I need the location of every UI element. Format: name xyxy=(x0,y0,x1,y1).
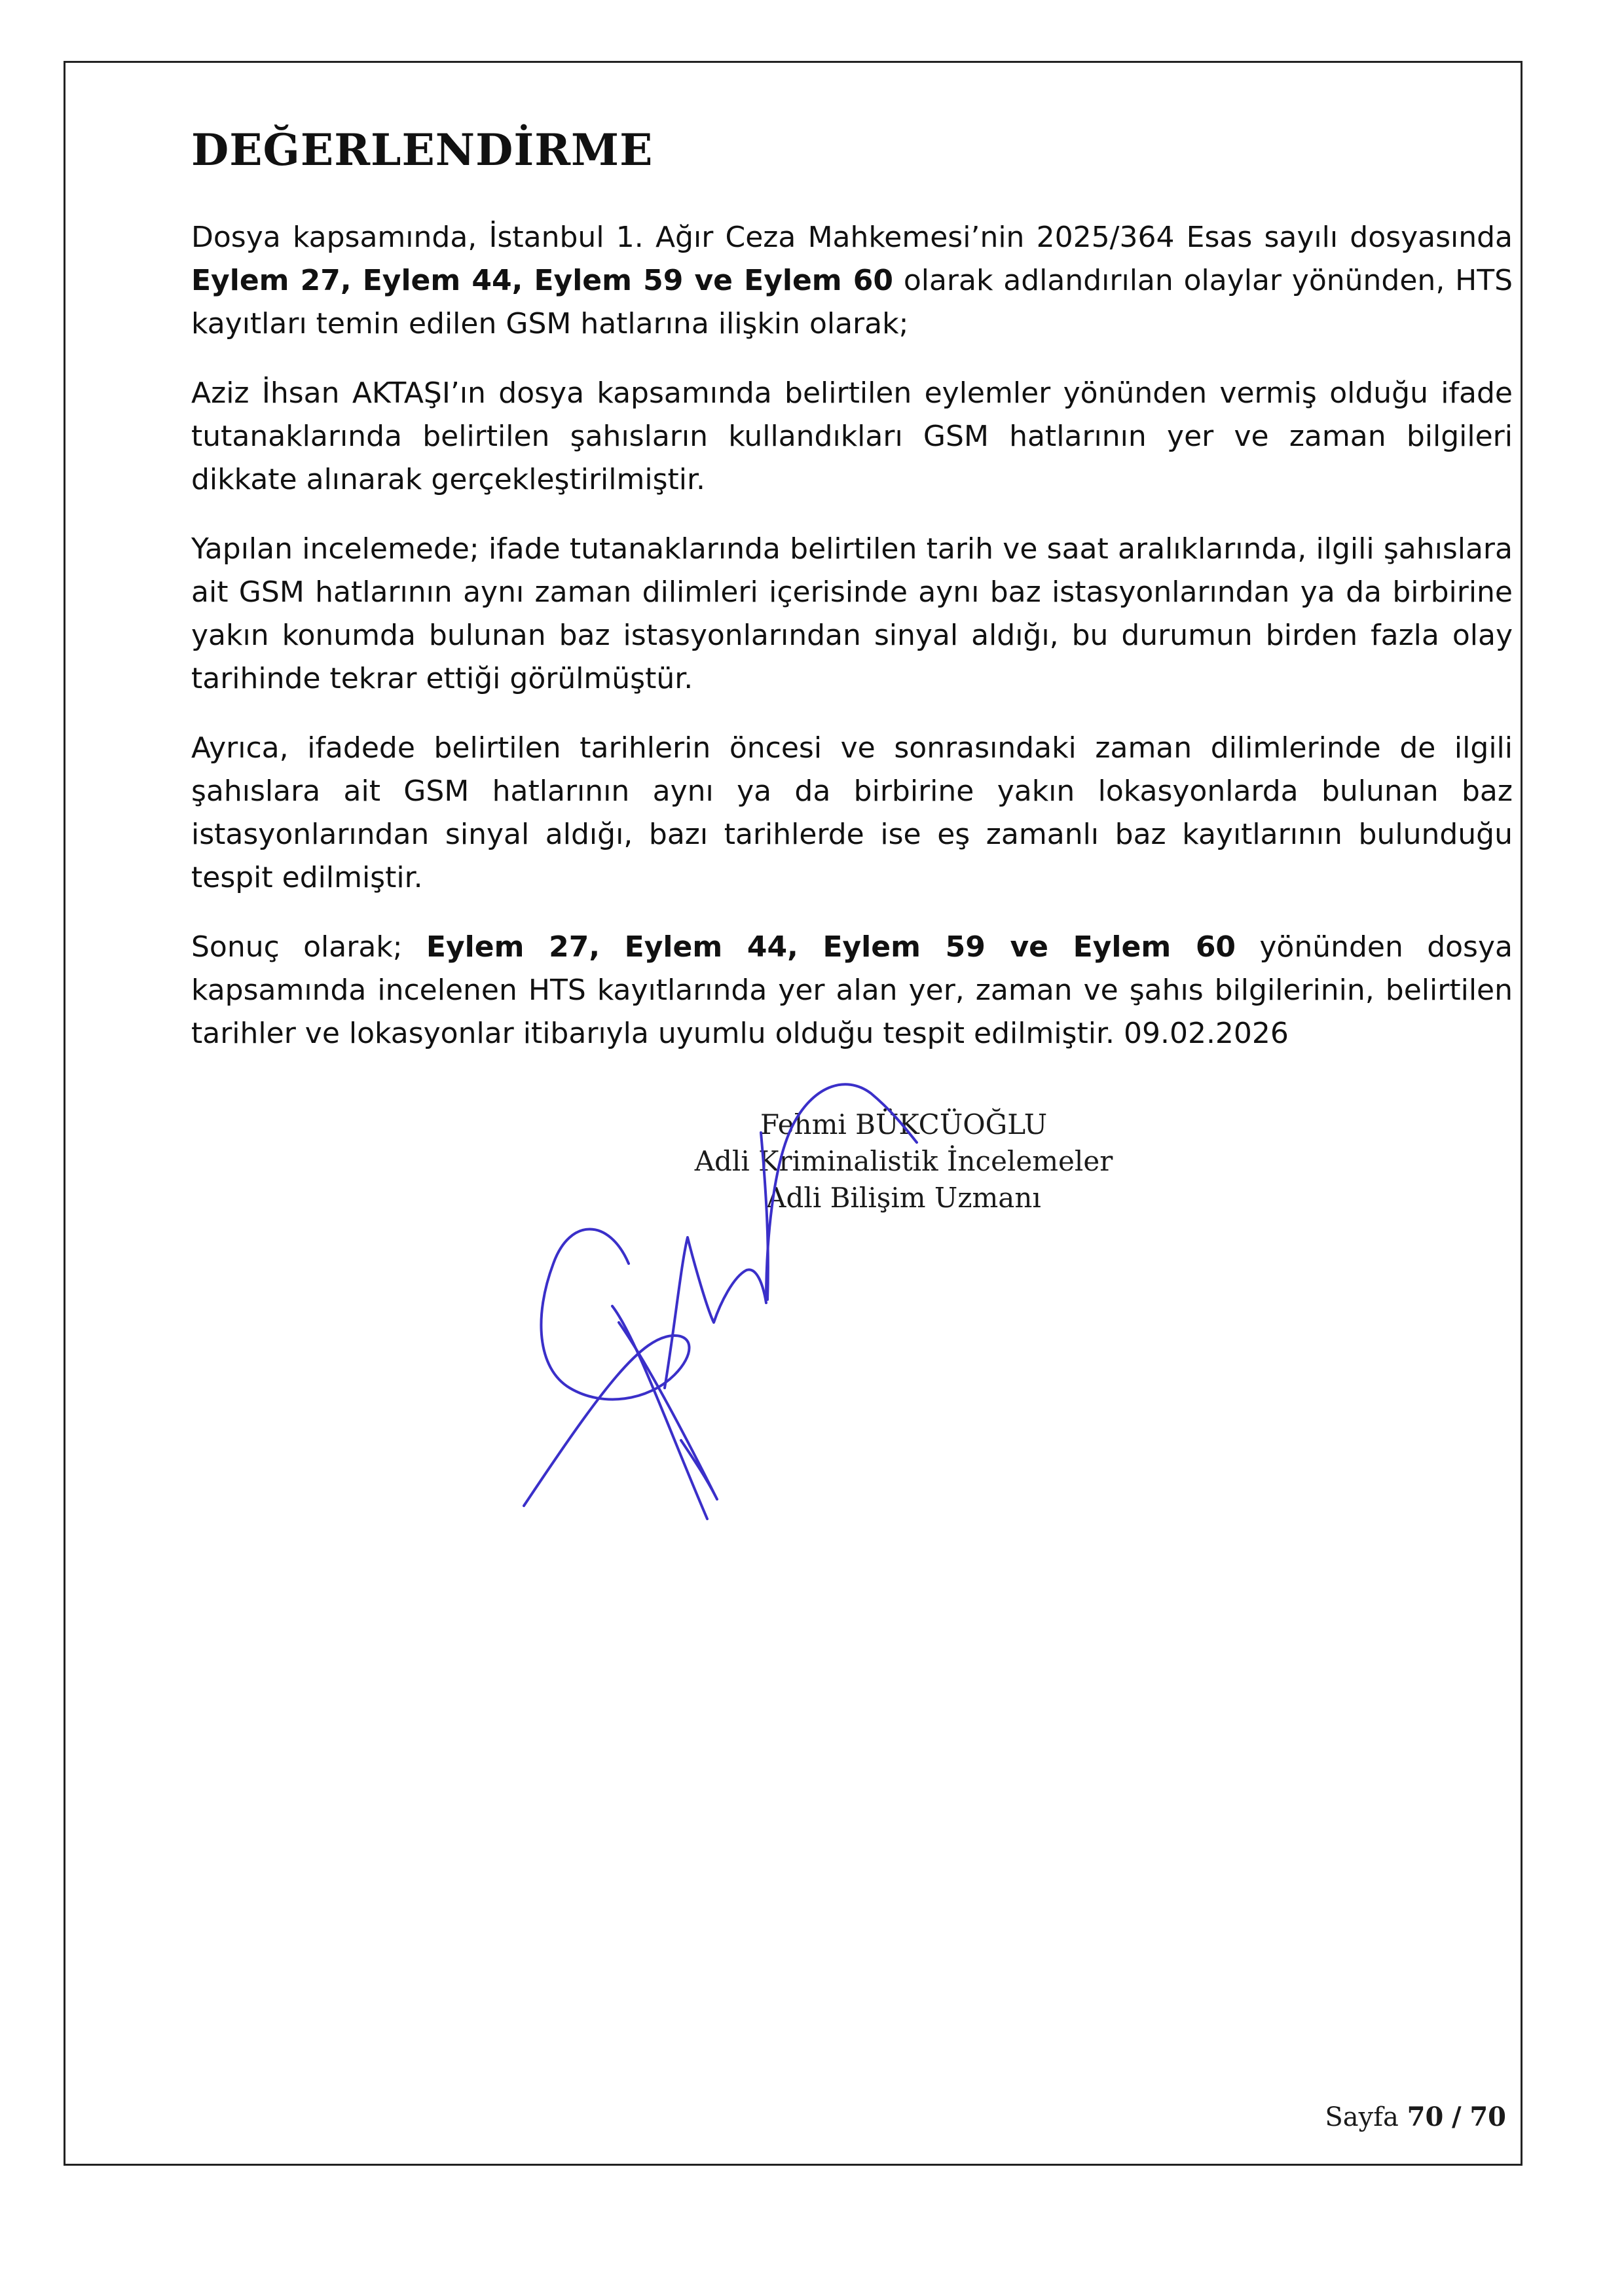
page-current: 70 xyxy=(1407,2102,1444,2132)
document-body xyxy=(191,124,1513,1082)
signer-title-line1: Adli Kriminalistik İncelemeler xyxy=(694,1145,1113,1177)
paragraph-scope-text-b: olarak adlandırılan olaylar yönünden, HTS kayıtları temin edilen GSM hatlarına ilişkin olarak; xyxy=(191,264,1513,340)
signer-name: Fehmi BÜKCÜOĞLU xyxy=(760,1108,1048,1140)
page-label: Sayfa xyxy=(1325,2102,1399,2132)
handwritten-signature xyxy=(498,1048,995,1532)
paragraph-conclusion-bold: Eylem 27, Eylem 44, Eylem 59 ve Eylem 60 xyxy=(426,930,1236,964)
page-separator: / xyxy=(1452,2102,1462,2132)
paragraph-scope xyxy=(191,216,1513,346)
signer-title-line2: Adli Bilişim Uzmanı xyxy=(766,1182,1041,1214)
section-heading: DEĞERLENDİRME xyxy=(191,124,654,175)
paragraph-scope-text-a: Dosya kapsamında, İstanbul 1. Ağır Ceza Mahkemesi’nin 2025/364 Esas sayılı dosyasında xyxy=(191,221,1513,254)
paragraph-conclusion xyxy=(191,926,1513,1055)
paragraph-conclusion-text-b: yönünden dosya kapsamında incelenen HTS kayıtlarında yer alan yer, zaman ve şahıs bilgilerinin, belirtilen tarihler ve lokasyonlar itibarıyla uyumlu olduğu tespit edilmiştir. 09.02.2026 xyxy=(191,930,1513,1050)
paragraph-conclusion-text-a: Sonuç olarak; xyxy=(191,930,426,964)
page-total: 70 xyxy=(1469,2102,1506,2132)
paragraph-findings: Yapılan incelemede; ifade tutanaklarında belirtilen tarih ve saat aralıklarında, ilgili şahıslara ait GSM hatlarının aynı zaman dilimleri içerisinde aynı baz istasyonlarından ya da birbirine yakın konumda bulunan baz istasyonlarından sinyal aldığı, bu durumun birden fazla olay tarihinde tekrar ettiği görülmüştür. xyxy=(191,532,1513,695)
paragraph-method: Aziz İhsan AKTAŞI’ın dosya kapsamında belirtilen eylemler yönünden vermiş olduğu ifade tutanaklarında belirtilen şahısların kullandıkları GSM hatlarının yer ve zaman bilgileri dikkate alınarak gerçekleştirilmiştir. xyxy=(191,376,1513,496)
paragraph-additional: Ayrıca, ifadede belirtilen tarihlerin öncesi ve sonrasındaki zaman dilimlerinde de ilgili şahıslara ait GSM hatlarının aynı ya da birbirine yakın lokasyonlarda bulunan baz istasyonlarından sinyal aldığı, bazı tarihlerde ise eş zamanlı baz kayıtlarının bulunduğu tespit edilmiştir. xyxy=(191,731,1513,894)
page-number xyxy=(1325,2102,1506,2132)
paragraph-scope-bold: Eylem 27, Eylem 44, Eylem 59 ve Eylem 60 xyxy=(191,264,894,297)
